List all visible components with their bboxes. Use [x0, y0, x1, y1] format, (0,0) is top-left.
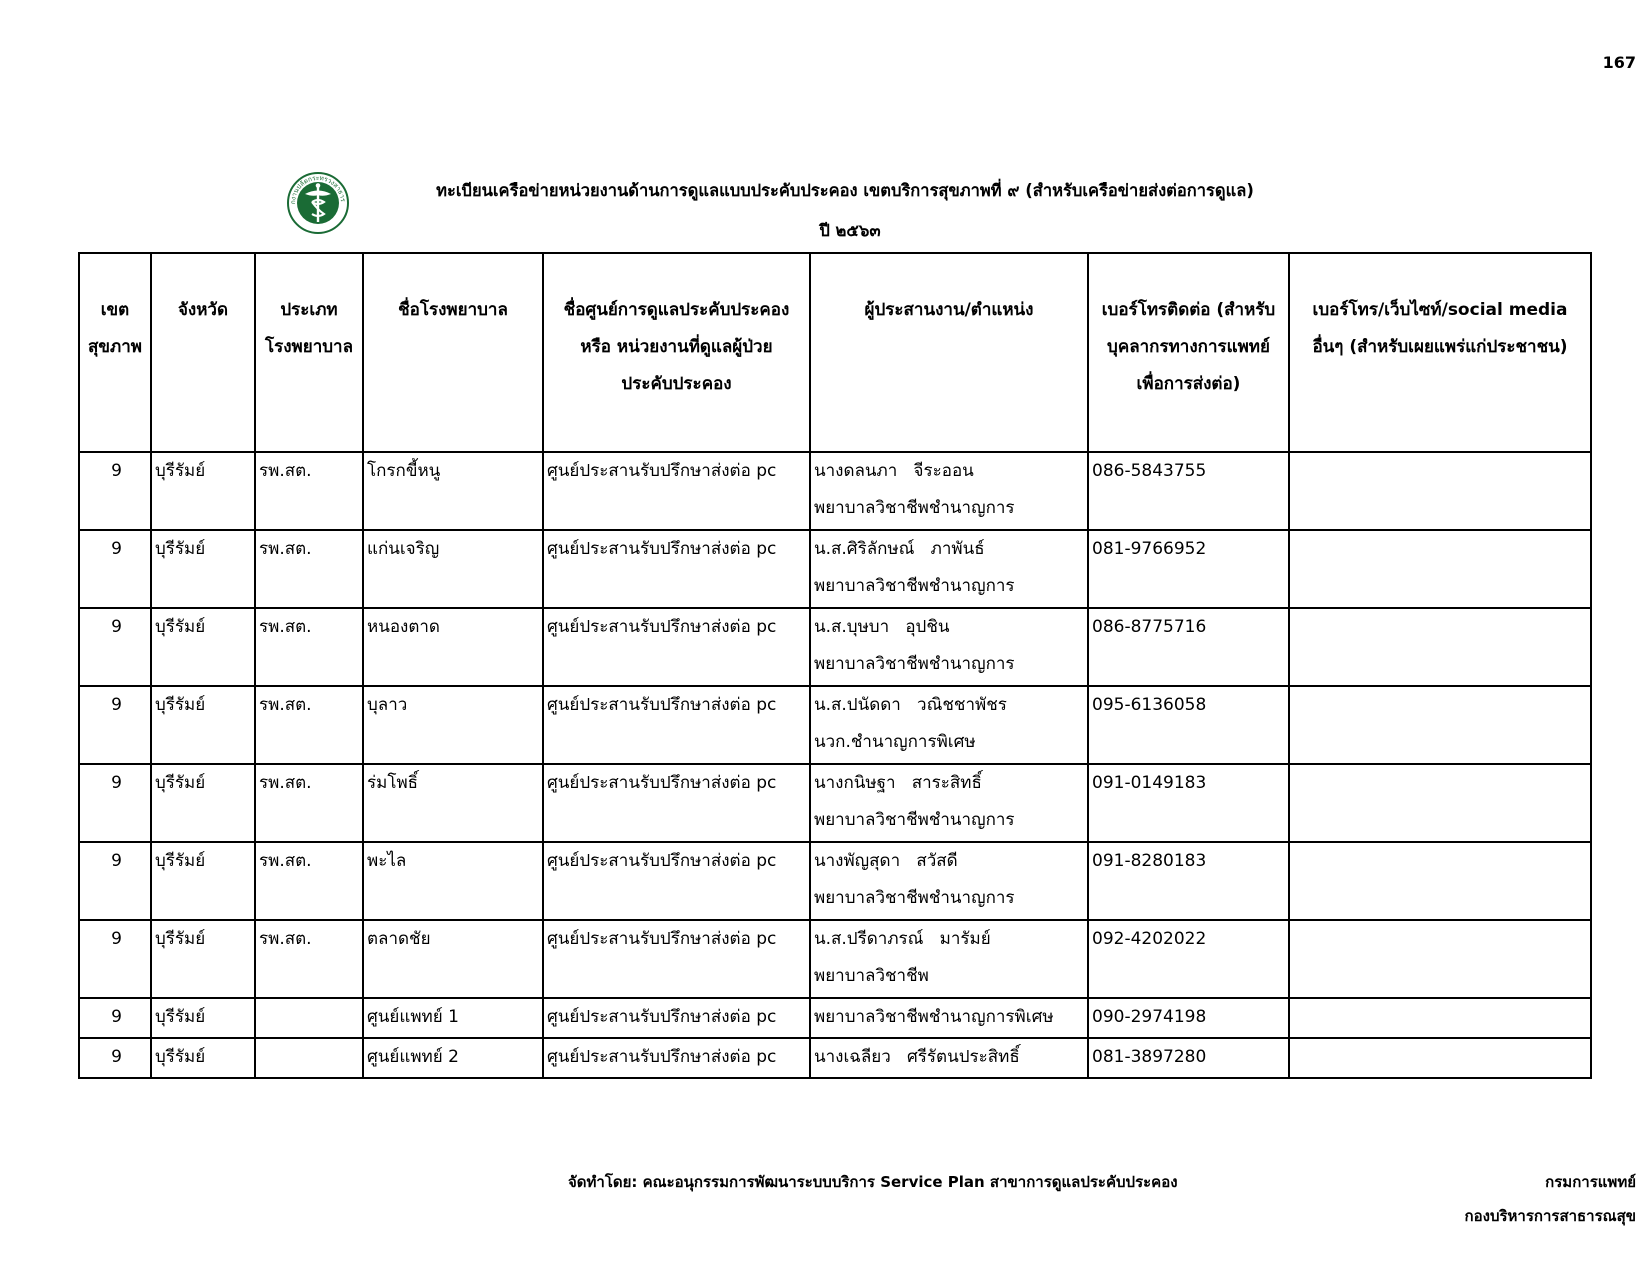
coordinator-position: นวก.ชำนาญการพิเศษ	[814, 732, 976, 752]
center-name-cell: ศูนย์ประสานรับปรึกษาส่งต่อ pc	[543, 920, 810, 998]
coordinator-name: นางพัญสุดา สวัสดี	[814, 851, 958, 871]
document-subtitle: ปี ๒๕๖๓	[819, 221, 881, 240]
coordinator-name: น.ส.ปรีดาภรณ์ มารัมย์	[814, 929, 991, 949]
public-contact-cell	[1289, 842, 1591, 920]
province-cell: บุรีรัมย์	[151, 842, 255, 920]
center-name-cell: ศูนย์ประสานรับปรึกษาส่งต่อ pc	[543, 1038, 810, 1078]
center-name-cell: ศูนย์ประสานรับปรึกษาส่งต่อ pc	[543, 530, 810, 608]
hospital-name-cell: บุลาว	[363, 686, 543, 764]
public-contact-cell	[1289, 608, 1591, 686]
type-cell	[255, 1038, 363, 1078]
column-header-line: ประเภท	[280, 300, 338, 320]
hospital-name-cell: ร่มโพธิ์	[363, 764, 543, 842]
public-contact-cell	[1289, 686, 1591, 764]
coordinator-position: พยาบาลวิชาชีพชำนาญการ	[814, 888, 1015, 908]
coordinator-name: นางกนิษฐา สาระสิทธิ์	[814, 773, 982, 793]
footer-prepared-by: จัดทำโดย: คณะอนุกรรมการพัฒนาระบบบริการ Service Plan สาขาการดูแลประคับประคอง	[568, 1173, 1178, 1191]
table-row	[79, 764, 1591, 842]
column-header-line: ชื่อโรงพยาบาล	[398, 300, 508, 320]
zone-cell: 9	[79, 998, 151, 1038]
table-header-row	[79, 253, 1591, 452]
zone-cell: 9	[79, 842, 151, 920]
phone-cell: 091-0149183	[1088, 764, 1289, 842]
seal-lettering: กงานปลัดกระทรวงสาธาร	[288, 173, 347, 205]
hospital-name-cell: หนองตาด	[363, 608, 543, 686]
column-header	[79, 253, 151, 452]
coordinator-cell	[810, 998, 1088, 1038]
province-cell: บุรีรัมย์	[151, 1038, 255, 1078]
type-cell: รพ.สต.	[255, 842, 363, 920]
type-cell: รพ.สต.	[255, 686, 363, 764]
column-header-line: เขต	[100, 300, 130, 320]
phone-cell: 092-4202022	[1088, 920, 1289, 998]
zone-cell: 9	[79, 920, 151, 998]
table-row	[79, 1038, 1591, 1078]
footer-division: กองบริหารการสาธารณสุข	[1464, 1207, 1636, 1225]
column-header	[810, 253, 1088, 452]
table-row	[79, 998, 1591, 1038]
network-register-table	[78, 252, 1592, 1079]
hospital-name-cell: พะไล	[363, 842, 543, 920]
hospital-name-cell: ศูนย์แพทย์ 1	[363, 998, 543, 1038]
public-contact-cell	[1289, 452, 1591, 530]
table-row	[79, 452, 1591, 530]
coordinator-cell	[810, 1038, 1088, 1078]
center-name-cell: ศูนย์ประสานรับปรึกษาส่งต่อ pc	[543, 764, 810, 842]
table-row	[79, 686, 1591, 764]
phone-cell: 091-8280183	[1088, 842, 1289, 920]
center-name-cell: ศูนย์ประสานรับปรึกษาส่งต่อ pc	[543, 452, 810, 530]
document-title: ทะเบียนเครือข่ายหน่วยงานด้านการดูแลแบบประคับประคอง เขตบริการสุขภาพที่ ๙ (สำหรับเครือข่ายส่งต่อการดูแล)	[436, 181, 1254, 200]
province-cell: บุรีรัมย์	[151, 452, 255, 530]
coordinator-name: นางเฉลียว ศรีรัตนประสิทธิ์	[814, 1047, 1020, 1067]
column-header	[255, 253, 363, 452]
page-number: 167	[1602, 53, 1636, 72]
column-header	[543, 253, 810, 452]
center-name-cell: ศูนย์ประสานรับปรึกษาส่งต่อ pc	[543, 686, 810, 764]
type-cell: รพ.สต.	[255, 764, 363, 842]
zone-cell: 9	[79, 608, 151, 686]
phone-cell: 086-5843755	[1088, 452, 1289, 530]
table-body	[79, 452, 1591, 1078]
province-cell: บุรีรัมย์	[151, 686, 255, 764]
phone-cell: 086-8775716	[1088, 608, 1289, 686]
coordinator-position: พยาบาลวิชาชีพชำนาญการ	[814, 576, 1015, 596]
type-cell: รพ.สต.	[255, 608, 363, 686]
coordinator-name: น.ส.ปนัดดา วณิชชาพัชร	[814, 695, 1007, 715]
type-cell: รพ.สต.	[255, 452, 363, 530]
province-cell: บุรีรัมย์	[151, 920, 255, 998]
public-contact-cell	[1289, 1038, 1591, 1078]
column-header-line: เบอร์โทรติดต่อ (สำหรับ	[1101, 300, 1276, 320]
public-contact-cell	[1289, 920, 1591, 998]
coordinator-name: น.ส.ศิริลักษณ์ ภาพันธ์	[814, 539, 985, 559]
zone-cell: 9	[79, 764, 151, 842]
phone-cell: 081-9766952	[1088, 530, 1289, 608]
hospital-name-cell: ศูนย์แพทย์ 2	[363, 1038, 543, 1078]
coordinator-cell	[810, 764, 1088, 842]
coordinator-position: พยาบาลวิชาชีพชำนาญการ	[814, 498, 1015, 518]
table-row	[79, 920, 1591, 998]
province-cell: บุรีรัมย์	[151, 608, 255, 686]
column-header	[1088, 253, 1289, 452]
phone-cell: 081-3897280	[1088, 1038, 1289, 1078]
coordinator-cell	[810, 608, 1088, 686]
phone-cell: 090-2974198	[1088, 998, 1289, 1038]
zone-cell: 9	[79, 452, 151, 530]
province-cell: บุรีรัมย์	[151, 530, 255, 608]
coordinator-name: น.ส.บุษบา อุปชิน	[814, 617, 950, 637]
column-header	[1289, 253, 1591, 452]
center-name-cell: ศูนย์ประสานรับปรึกษาส่งต่อ pc	[543, 608, 810, 686]
column-header-line: หรือ หน่วยงานที่ดูแลผู้ป่วย	[580, 337, 773, 357]
center-name-cell: ศูนย์ประสานรับปรึกษาส่งต่อ pc	[543, 842, 810, 920]
coordinator-position: พยาบาลวิชาชีพชำนาญการ	[814, 654, 1015, 674]
column-header-line: โรงพยาบาล	[264, 337, 354, 357]
coordinator-position: พยาบาลวิชาชีพชำนาญการ	[814, 810, 1015, 830]
coordinator-cell	[810, 920, 1088, 998]
type-cell	[255, 998, 363, 1038]
coordinator-cell	[810, 530, 1088, 608]
public-contact-cell	[1289, 764, 1591, 842]
province-cell: บุรีรัมย์	[151, 998, 255, 1038]
zone-cell: 9	[79, 530, 151, 608]
type-cell: รพ.สต.	[255, 530, 363, 608]
zone-cell: 9	[79, 1038, 151, 1078]
coordinator-position: พยาบาลวิชาชีพ	[814, 966, 929, 986]
hospital-name-cell: ตลาดชัย	[363, 920, 543, 998]
coordinator-cell	[810, 686, 1088, 764]
column-header-line: สุขภาพ	[88, 337, 142, 357]
column-header-line: เพื่อการส่งต่อ)	[1136, 374, 1241, 394]
column-header-line: จังหวัด	[177, 300, 229, 320]
table-row	[79, 530, 1591, 608]
table-row	[79, 842, 1591, 920]
ministry-seal-logo	[283, 172, 353, 234]
coordinator-cell	[810, 452, 1088, 530]
hospital-name-cell: โกรกขี้หนู	[363, 452, 543, 530]
column-header-line: เบอร์โทร/เว็บไซท์/social media	[1312, 300, 1568, 320]
column-header-line: อื่นๆ (สำหรับเผยแพร่แก่ประชาชน)	[1312, 337, 1568, 357]
phone-cell: 095-6136058	[1088, 686, 1289, 764]
column-header-line: บุคลากรทางการแพทย์	[1107, 337, 1270, 357]
public-contact-cell	[1289, 530, 1591, 608]
province-cell: บุรีรัมย์	[151, 764, 255, 842]
coordinator-cell	[810, 842, 1088, 920]
coordinator-name: นางดลนภา จีระออน	[814, 461, 974, 481]
public-contact-cell	[1289, 998, 1591, 1038]
column-header-line: ประคับประคอง	[621, 374, 732, 394]
column-header-line: ชื่อศูนย์การดูแลประคับประคอง	[563, 300, 790, 320]
coordinator-name: พยาบาลวิชาชีพชำนาญการพิเศษ	[814, 1007, 1054, 1027]
zone-cell: 9	[79, 686, 151, 764]
center-name-cell: ศูนย์ประสานรับปรึกษาส่งต่อ pc	[543, 998, 810, 1038]
hospital-name-cell: แก่นเจริญ	[363, 530, 543, 608]
column-header	[151, 253, 255, 452]
column-header-line: ผู้ประสานงาน/ตำแหน่ง	[864, 300, 1034, 320]
footer-department: กรมการแพทย์	[1545, 1173, 1636, 1191]
column-header	[363, 253, 543, 452]
type-cell: รพ.สต.	[255, 920, 363, 998]
table-row	[79, 608, 1591, 686]
